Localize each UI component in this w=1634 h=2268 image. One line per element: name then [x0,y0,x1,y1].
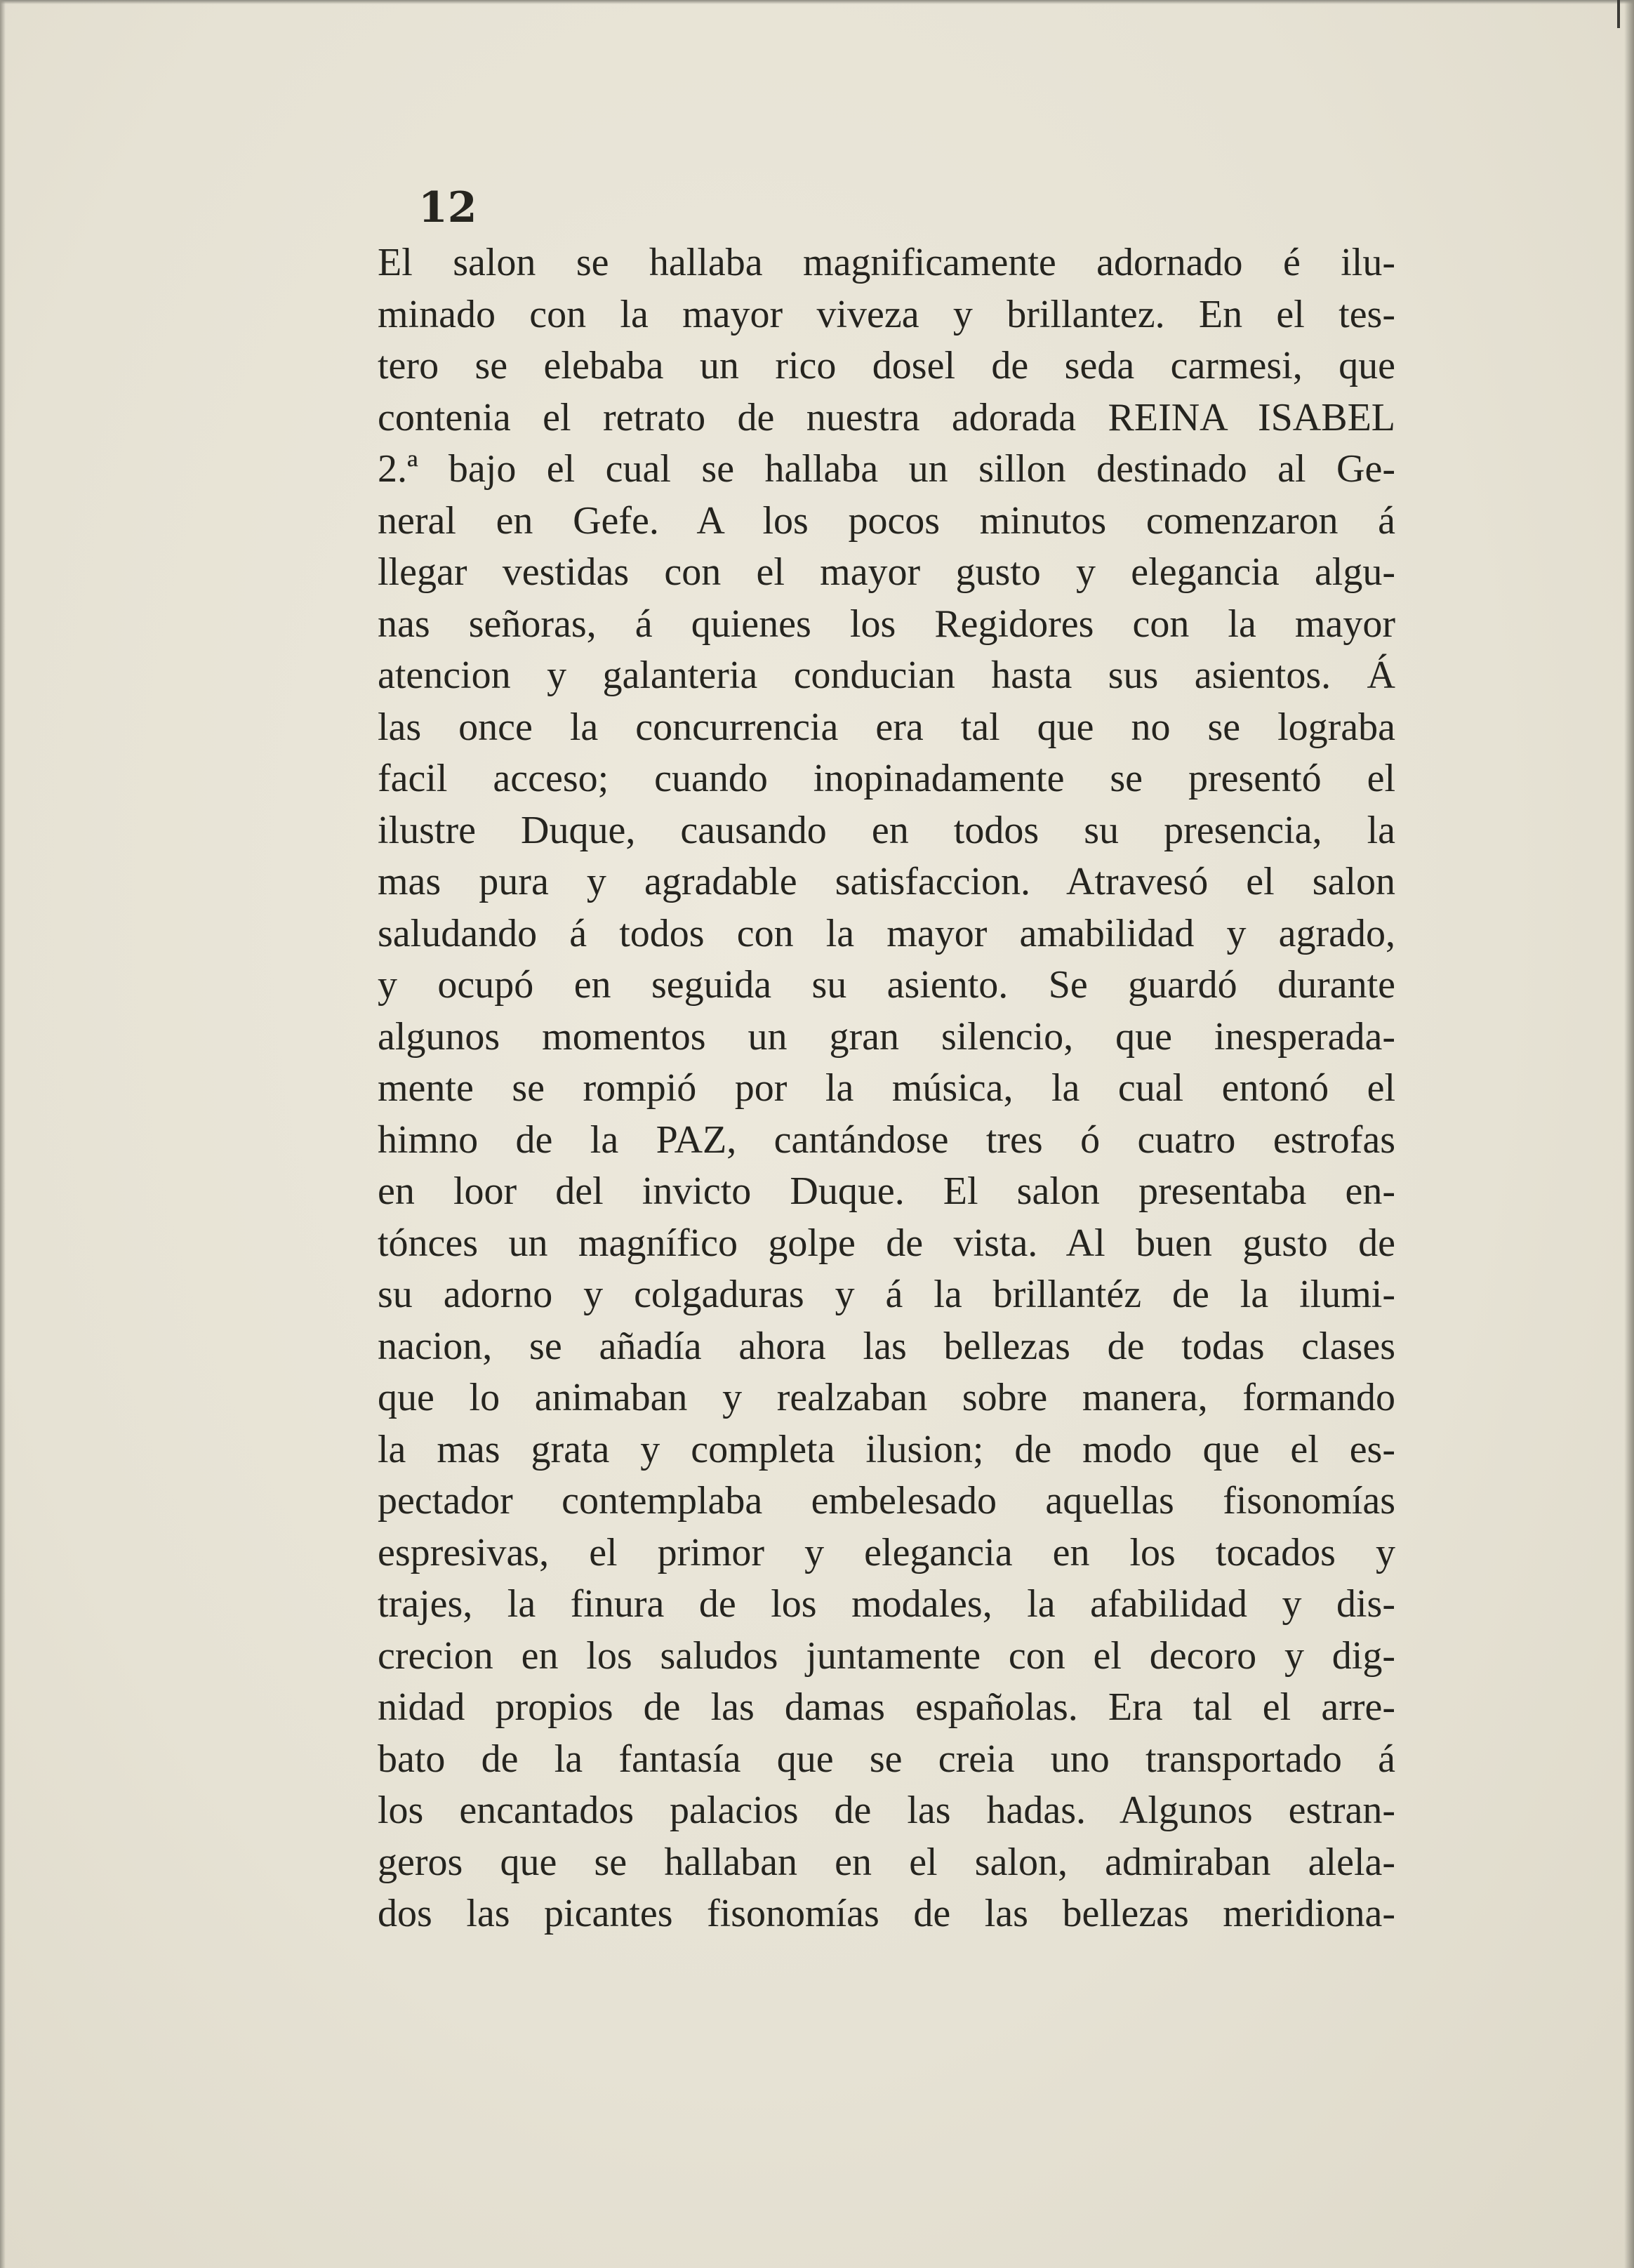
text-line: saludando á todos con la mayor amabilidad y agrado, [378,911,1395,955]
text-line: mente se rompió por la música, la cual entonó el [378,1066,1395,1110]
text-line: su adorno y colgaduras y á la brillantéz de la ilumi- [378,1273,1395,1316]
text-line: tero se elebaba un rico dosel de seda carmesi, que [378,344,1395,387]
text-line: El salon se hallaba magnificamente adornado é ilu- [378,241,1395,284]
text-line: tónces un magnífico golpe de vista. Al buen gusto de [378,1221,1395,1265]
text-line: la mas grata y completa ilusion; de modo que el es- [378,1427,1395,1471]
text-line: pectador contemplaba embelesado aquellas fisonomías [378,1479,1395,1523]
text-line: nacion, se añadía ahora las bellezas de todas clases [378,1324,1395,1368]
text-line: geros que se hallaban en el salon, admiraban alela- [378,1840,1395,1884]
text-line: atencion y galanteria conducian hasta sus asientos. Á [378,654,1395,697]
text-line: himno de la PAZ, cantándose tres ó cuatro estrofas [378,1118,1395,1162]
text-line: espresivas, el primor y elegancia en los tocados y [378,1530,1395,1574]
text-line: crecion en los saludos juntamente con el decoro y dig- [378,1633,1395,1678]
text-line: facil acceso; cuando inopinadamente se presentó el [378,757,1395,800]
text-line: minado con la mayor viveza y brillantez. En el tes- [378,292,1395,336]
text-line: bato de la fantasía que se creia uno transportado á [378,1737,1395,1781]
text-line: en loor del invicto Duque. El salon presentaba en- [378,1169,1395,1213]
text-line: neral en Gefe. A los pocos minutos comenzaron á [378,498,1395,543]
page-right-edge [1624,0,1634,2268]
page-left-edge [0,0,6,2268]
text-line: que lo animaban y realzaban sobre manera, formando [378,1376,1395,1419]
body-text [378,237,1395,1940]
binding-mark [1617,0,1620,28]
text-line: algunos momentos un gran silencio, que inesperada- [378,1014,1395,1059]
text-line: llegar vestidas con el mayor gusto y elegancia algu- [378,550,1395,594]
text-line: nas señoras, á quienes los Regidores con la mayor [378,602,1395,646]
page-top-edge [0,0,1634,4]
page-number: 12 [418,183,477,232]
text-line: dos las picantes fisonomías de las bellezas meridiona- [378,1892,1395,1935]
text-line: contenia el retrato de nuestra adorada REINA ISABEL [378,395,1395,439]
text-line: las once la concurrencia era tal que no se lograba [378,705,1395,749]
text-line: y ocupó en seguida su asiento. Se guardó durante [378,963,1395,1007]
text-line: ilustre Duque, causando en todos su presencia, la [378,808,1395,852]
text-line: trajes, la finura de los modales, la afabilidad y dis- [378,1582,1395,1626]
text-line: mas pura y agradable satisfaccion. Atravesó el salon [378,860,1395,903]
text-line: nidad propios de las damas españolas. Era tal el arre- [378,1685,1395,1729]
text-line: los encantados palacios de las hadas. Algunos estran- [378,1789,1395,1832]
text-line: 2.ª bajo el cual se hallaba un sillon destinado al Ge- [378,447,1395,491]
